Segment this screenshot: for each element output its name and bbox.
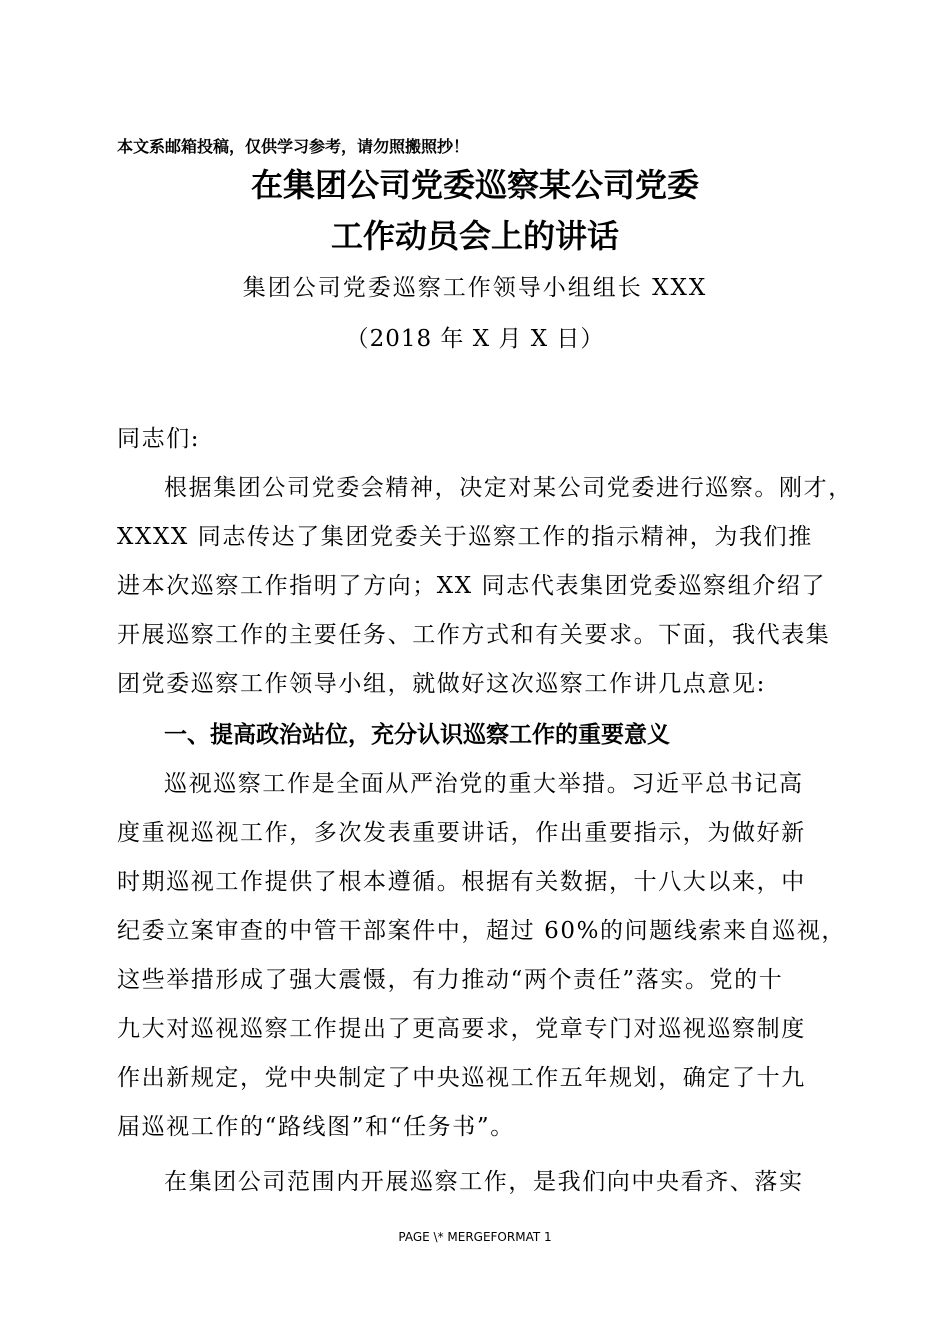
page-footer-field: PAGE \* MERGEFORMAT 1 [398,1230,552,1244]
paragraph-2-line-6: 九大对巡视巡察工作提出了更高要求，党章专门对巡视巡察制度 [117,1016,806,1042]
submission-notice: 本文系邮箱投稿，仅供学习参考，请勿照搬照抄！ [117,137,470,156]
paragraph-1-line-1: 根据集团公司党委会精神，决定对某公司党委进行巡察。刚才， [164,475,853,501]
paragraph-2-line-3: 时期巡视工作提供了根本遵循。根据有关数据，十八大以来，中 [117,869,806,895]
section-heading-1: 一、提高政治站位，充分认识巡察工作的重要意义 [164,722,670,748]
paragraph-1-line-4: 开展巡察工作的主要任务、工作方式和有关要求。下面，我代表集 [117,622,831,648]
document-title-line-2: 工作动员会上的讲话 [330,217,619,255]
document-title-line-1: 在集团公司党委巡察某公司党委 [250,166,699,204]
salutation: 同志们: [117,426,201,452]
paragraph-1-line-2: XXXX 同志传达了集团党委关于巡察工作的指示精神，为我们推 [117,524,813,550]
paragraph-2-line-4: 纪委立案审查的中管干部案件中，超过 60%的问题线索来自巡视， [117,918,847,944]
paragraph-2-line-8: 届巡视工作的“路线图”和“任务书”。 [117,1114,515,1140]
speech-date: （2018 年 X 月 X 日） [345,326,605,352]
paragraph-1-line-5: 团党委巡察工作领导小组，就做好这次巡察工作讲几点意见: [117,671,766,697]
paragraph-2-line-5: 这些举措形成了强大震慑，有力推动“两个责任”落实。党的十 [117,967,784,993]
paragraph-2-line-7: 作出新规定，党中央制定了中央巡视工作五年规划，确定了十九 [117,1065,806,1091]
speaker-byline: 集团公司党委巡察工作领导小组组长 XXX [242,275,708,301]
paragraph-3-line-1: 在集团公司范围内开展巡察工作，是我们向中央看齐、落实 [164,1169,804,1195]
paragraph-2-line-2: 度重视巡视工作，多次发表重要讲话，作出重要指示，为做好新 [117,820,806,846]
paragraph-1-line-3: 进本次巡察工作指明了方向；XX 同志代表集团党委巡察组介绍了 [117,573,827,599]
paragraph-2-line-1: 巡视巡察工作是全面从严治党的重大举措。习近平总书记高 [164,771,804,797]
